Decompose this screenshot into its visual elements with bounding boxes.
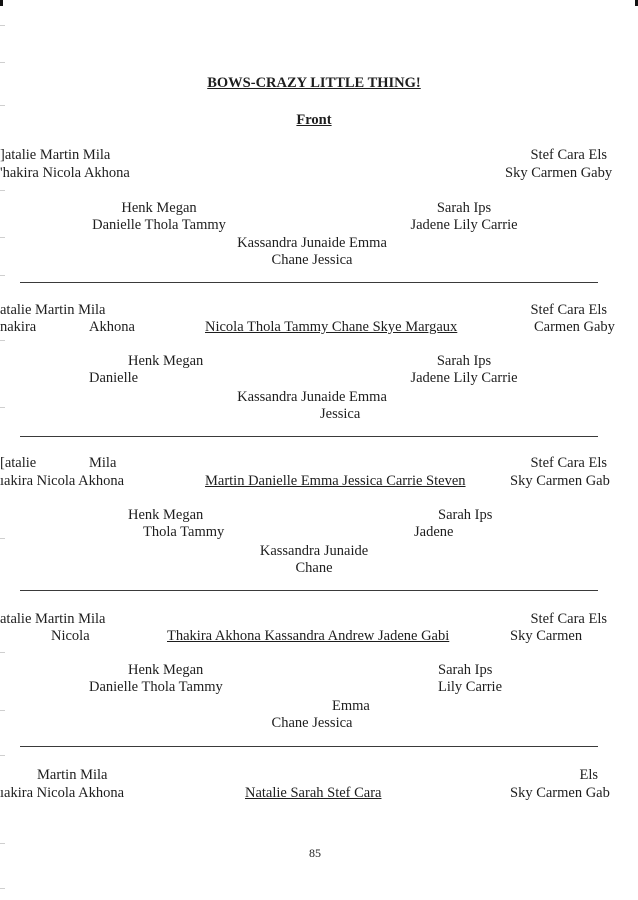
center-row-2: Chane bbox=[295, 560, 333, 576]
right-row-2: Sky Carmen Gab bbox=[510, 473, 610, 489]
mid-left-row-2: Thola Tammy bbox=[143, 524, 225, 540]
section-divider bbox=[20, 590, 598, 591]
mid-left-row-1: Henk Megan bbox=[128, 353, 204, 369]
right-row-1: Stef Cara Els bbox=[530, 147, 607, 163]
right-row-2: Sky Carmen bbox=[510, 628, 583, 644]
left-row-2-b: Akhona bbox=[89, 319, 135, 335]
mid-right-row-2: Jadene Lily Carrie bbox=[410, 217, 518, 233]
mid-right-row-1: Sarah Ips bbox=[436, 200, 492, 216]
mid-right-row-2: Jadene bbox=[414, 524, 454, 540]
center-row-1: Emma bbox=[332, 698, 370, 714]
mid-right-row-1: Sarah Ips bbox=[436, 353, 492, 369]
right-row-2: Sky Carmen Gab bbox=[510, 785, 610, 801]
mid-left-row-1: Henk Megan bbox=[121, 200, 197, 216]
left-row-1: Martin Mila bbox=[37, 767, 108, 783]
mid-right-row-1: Sarah Ips bbox=[438, 507, 493, 523]
center-row-2: Jessica bbox=[320, 406, 361, 422]
mid-left-row-1: Henk Megan bbox=[128, 507, 204, 523]
left-row-1: atalie Martin Mila bbox=[0, 611, 106, 627]
margin-tick bbox=[0, 755, 5, 756]
right-row-2: Sky Carmen Gaby bbox=[505, 165, 613, 181]
center-row-1: Kassandra Junaide Emma bbox=[237, 235, 387, 251]
center-row-2: Chane Jessica bbox=[271, 715, 353, 731]
mid-left-row-2: Danielle bbox=[89, 370, 139, 386]
section-divider bbox=[20, 436, 598, 437]
right-row-1: Stef Cara Els bbox=[530, 455, 607, 471]
margin-tick bbox=[0, 888, 5, 889]
margin-tick bbox=[0, 105, 5, 106]
right-row-1: Stef Cara Els bbox=[530, 611, 607, 627]
margin-tick bbox=[0, 190, 5, 191]
left-row-1: atalie Martin Mila bbox=[0, 302, 106, 318]
mid-left-row-2: Danielle Thola Tammy bbox=[92, 217, 226, 233]
underlined-row: Nicola Thola Tammy Chane Skye Margaux bbox=[205, 319, 458, 335]
margin-tick bbox=[0, 25, 5, 26]
left-row-2-a: nakira bbox=[0, 319, 37, 335]
center-row-1: Kassandra Junaide Emma bbox=[237, 389, 387, 405]
section-divider bbox=[20, 746, 598, 747]
mid-right-row-1: Sarah Ips bbox=[438, 662, 493, 678]
left-row-1: ]atalie Martin Mila bbox=[0, 147, 111, 163]
corner-mark-left bbox=[0, 0, 3, 6]
page-title: BOWS-CRAZY LITTLE THING! bbox=[207, 75, 421, 91]
underlined-row: Natalie Sarah Stef Cara bbox=[245, 785, 382, 801]
mid-right-row-2: Jadene Lily Carrie bbox=[410, 370, 518, 386]
left-row-1-a: [atalie bbox=[0, 455, 37, 471]
center-row-2: Chane Jessica bbox=[271, 252, 353, 268]
center-row-1: Kassandra Junaide bbox=[259, 543, 369, 559]
margin-tick bbox=[0, 407, 5, 408]
mid-left-row-2: Danielle Thola Tammy bbox=[89, 679, 223, 695]
underlined-row: Thakira Akhona Kassandra Andrew Jadene Gabi bbox=[167, 628, 450, 644]
margin-tick bbox=[0, 652, 5, 653]
margin-tick bbox=[0, 843, 5, 844]
margin-tick bbox=[0, 62, 5, 63]
margin-tick bbox=[0, 538, 5, 539]
margin-tick bbox=[0, 710, 5, 711]
margin-tick bbox=[0, 340, 5, 341]
margin-tick bbox=[0, 275, 5, 276]
margin-tick bbox=[0, 237, 5, 238]
right-row-1: Stef Cara Els bbox=[530, 302, 607, 318]
page-number: 85 bbox=[309, 846, 321, 860]
right-row-2: Carmen Gaby bbox=[534, 319, 615, 335]
left-row-2: 'hakira Nicola Akhona bbox=[0, 165, 130, 181]
right-row-1: Els bbox=[579, 767, 598, 783]
page-subtitle: Front bbox=[296, 112, 332, 128]
underlined-row: Martin Danielle Emma Jessica Carrie Steven bbox=[205, 473, 466, 489]
left-row-1-b: Mila bbox=[89, 455, 117, 471]
mid-right-row-2: Lily Carrie bbox=[438, 679, 503, 695]
left-row-2: ıakira Nicola Akhona bbox=[0, 473, 125, 489]
left-row-2: Nicola bbox=[51, 628, 90, 644]
mid-left-row-1: Henk Megan bbox=[128, 662, 204, 678]
section-divider bbox=[20, 282, 598, 283]
left-row-2: ıakira Nicola Akhona bbox=[0, 785, 125, 801]
